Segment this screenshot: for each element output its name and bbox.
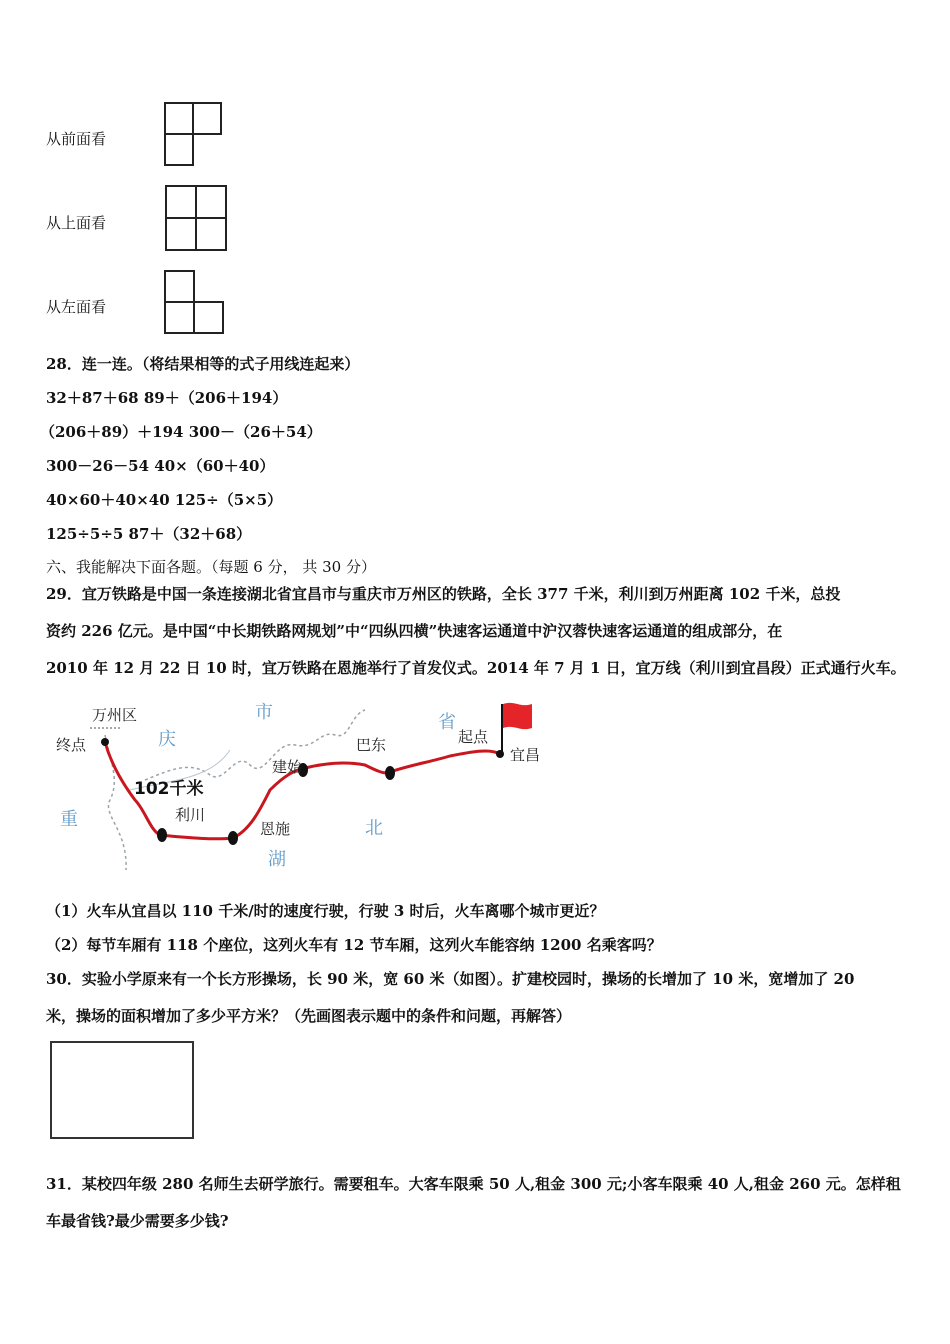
railway-map bbox=[50, 690, 550, 880]
map-label-start: 起点 bbox=[458, 728, 489, 746]
q30-line: 米，操场的面积增加了多少平方米？（先画图表示题中的条件和问题，再解答） bbox=[46, 1007, 572, 1025]
top-view-label: 从上面看 bbox=[46, 214, 107, 232]
q31-line: 31．某校四年级 280 名师生去研学旅行。需要租车。大客车限乘 50 人,租金 300 元;小客车限乘 40 人,租金 260 元。怎样租 bbox=[46, 1175, 901, 1193]
q28-row: 32＋87＋68 89＋（206＋194） bbox=[46, 389, 288, 407]
q29-line: 资约 226 亿元。是中国“中长期铁路网规划”中“四纵四横”快速客运通道中沪汉蓉快速客运通道的组成部分，在 bbox=[46, 622, 783, 640]
map-region-hu: 湖 bbox=[268, 849, 286, 870]
map-label-badong: 巴东 bbox=[356, 736, 387, 754]
section-title: 六、我能解决下面各题。（每题 6 分， 共 30 分） bbox=[46, 558, 376, 576]
map-label-yichang: 宜昌 bbox=[510, 746, 541, 764]
q28-title: 28．连一连。（将结果相等的式子用线连起来） bbox=[46, 355, 360, 373]
map-region-chong: 重 bbox=[60, 809, 78, 830]
station-badong bbox=[385, 766, 395, 780]
map-region-qing: 庆 bbox=[158, 729, 176, 750]
front-view-figure bbox=[160, 100, 226, 168]
q28-row: 300－26－54 40×（60＋40） bbox=[46, 457, 275, 475]
q28-row: （206＋89）＋194 300－（26＋54） bbox=[40, 423, 322, 441]
map-label-wanzhou: 万州区 bbox=[92, 706, 138, 724]
map-label-jianshi: 建始 bbox=[272, 758, 303, 776]
front-view-label: 从前面看 bbox=[46, 130, 107, 148]
q29-sub1: （1）火车从宜昌以 110 千米/时的速度行驶，行驶 3 时后，火车离哪个城市更近？ bbox=[46, 902, 605, 920]
station-wanzhou bbox=[101, 738, 109, 746]
q28-row: 40×60＋40×40 125÷（5×5） bbox=[46, 491, 283, 509]
q29-sub2: （2）每节车厢有 118 个座位，这列火车有 12 节车厢，这列火车能容纳 1200 名乘客吗？ bbox=[46, 936, 662, 954]
map-distance-label: 102千米 bbox=[134, 779, 204, 799]
station-lichuan bbox=[157, 828, 167, 842]
map-region-shi: 市 bbox=[255, 702, 273, 723]
map-label-lichuan: 利川 bbox=[175, 806, 206, 824]
map-region-bei: 北 bbox=[365, 818, 383, 839]
q30-line: 30．实验小学原来有一个长方形操场，长 90 米，宽 60 米（如图）。扩建校园时，操场的长增加了 10 米，宽增加了 20 bbox=[46, 970, 855, 988]
map-label-enshi: 恩施 bbox=[260, 820, 291, 838]
q29-line: 29．宜万铁路是中国一条连接湖北省宜昌市与重庆市万州区的铁路，全长 377 千米，利川到万州距离 102 千米，总投 bbox=[46, 585, 841, 603]
playground-rectangle bbox=[50, 1041, 194, 1139]
flag-icon bbox=[503, 703, 532, 729]
q31-line: 车最省钱?最少需要多少钱? bbox=[46, 1212, 229, 1230]
station-enshi bbox=[228, 831, 238, 845]
map-label-end: 终点 bbox=[56, 736, 87, 754]
q28-row: 125÷5÷5 87＋（32＋68） bbox=[46, 525, 252, 543]
left-view-figure bbox=[160, 268, 228, 336]
q29-line: 2010 年 12 月 22 日 10 时，宜万铁路在恩施举行了首发仪式。2014 年 7 月 1 日，宜万线（利川到宜昌段）正式通行火车。 bbox=[46, 659, 906, 677]
left-view-label: 从左面看 bbox=[46, 298, 107, 316]
top-view-figure bbox=[160, 183, 230, 253]
map-region-sheng: 省 bbox=[438, 712, 456, 733]
